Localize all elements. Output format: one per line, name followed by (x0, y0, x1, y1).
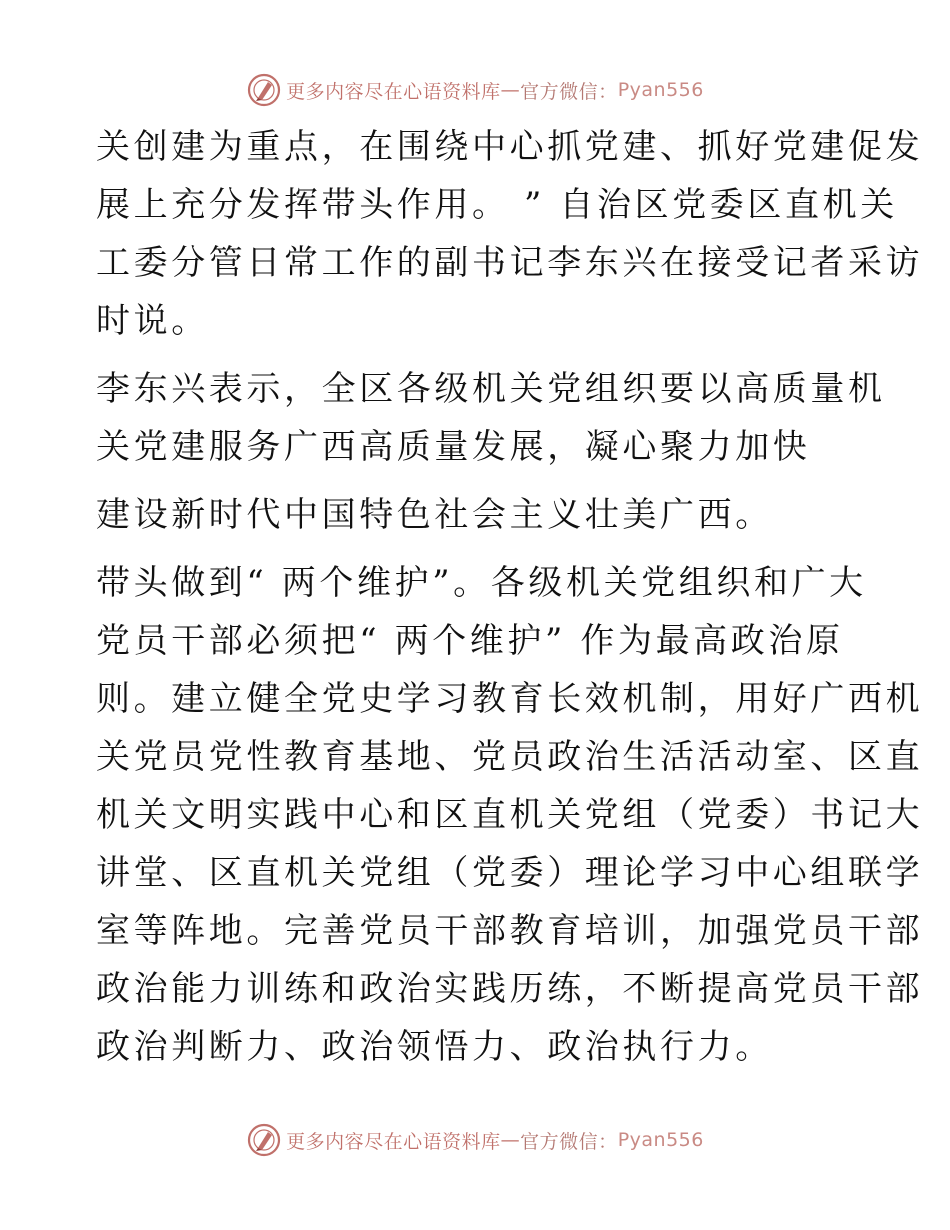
text-line: 室等阵地。完善党员干部教育培训，加强党员干部 (96, 911, 924, 951)
paragraph-3 (96, 486, 856, 544)
text-line: 政治判断力、政治领悟力、政治执行力。 (96, 1027, 773, 1067)
paragraph-2 (96, 360, 886, 476)
watermark-account: Pyan556 (617, 79, 704, 101)
text-line: 讲堂、区直机关党组（党委）理论学习中心组联学 (96, 853, 924, 893)
text-line: 关党建服务广西高质量发展，凝心聚力加快 (96, 427, 811, 467)
paragraph-1 (96, 118, 924, 350)
text-line: 关创建为重点，在围绕中心抓党建、抓好党建促发 (96, 127, 924, 167)
watermark-footer (0, 1120, 950, 1160)
watermark-separator: — (500, 1129, 521, 1151)
text-line: 工委分管日常工作的副书记李东兴在接受记者采访 (96, 243, 924, 283)
paragraph-4 (96, 554, 924, 1076)
text-line: 带头做到“ 两个维护”。各级机关党组织和广大 (96, 563, 867, 603)
watermark-separator: — (500, 79, 521, 101)
text-line: 建设新时代中国特色社会主义壮美广西。 (96, 495, 773, 535)
watermark-wechat-label: 官方微信： (520, 80, 618, 103)
watermark-account: Pyan556 (617, 1129, 704, 1151)
document-body (96, 118, 924, 1076)
text-line: 李东兴表示，全区各级机关党组织要以高质量机 (96, 369, 886, 409)
pen-nib-icon (246, 72, 282, 108)
pen-nib-icon (246, 1122, 282, 1158)
text-line: 政治能力训练和政治实践历练，不断提高党员干部 (96, 969, 924, 1009)
text-line: 机关文明实践中心和区直机关党组（党委）书记大 (96, 795, 924, 835)
watermark-site: 更多内容尽在心语资料库 (286, 1130, 501, 1153)
text-line: 关党员党性教育基地、党员政治生活活动室、区直 (96, 737, 924, 777)
watermark-site: 更多内容尽在心语资料库 (286, 80, 501, 103)
text-line: 则。建立健全党史学习教育长效机制，用好广西机 (96, 679, 924, 719)
watermark-header (0, 70, 950, 110)
text-line: 党员干部必须把“ 两个维护” 作为最高政治原 (96, 621, 844, 661)
text-line: 时说。 (96, 301, 209, 341)
watermark-wechat-label: 官方微信： (520, 1130, 618, 1153)
text-line: 展上充分发挥带头作用。 ” 自治区党委区直机关 (96, 185, 898, 225)
